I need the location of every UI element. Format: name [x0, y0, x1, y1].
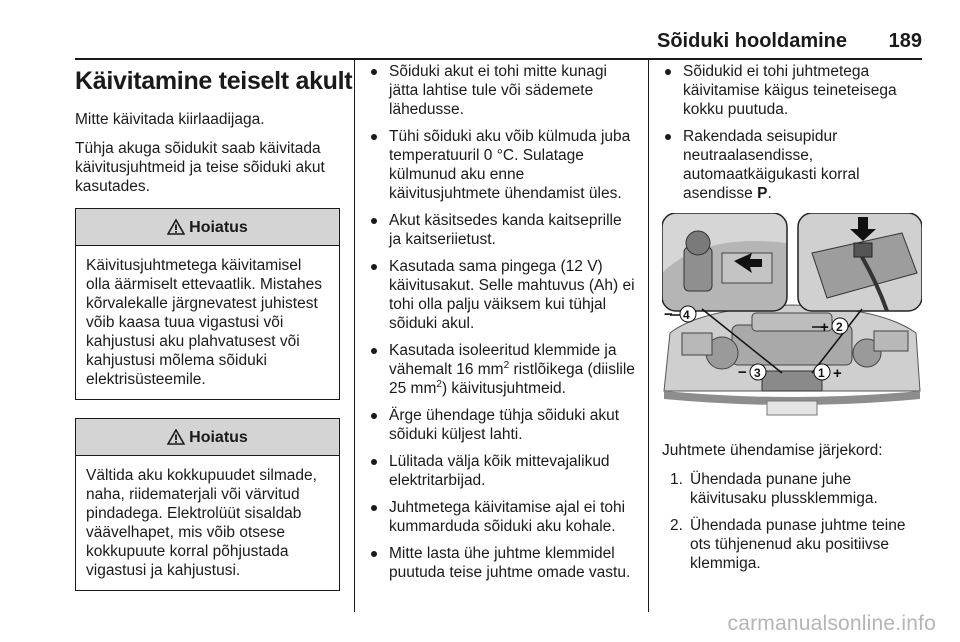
warning-header [76, 209, 339, 246]
callout-label-1: 1 [818, 366, 825, 380]
warning-title: Hoiatus [189, 218, 248, 236]
text-run: . [767, 185, 772, 202]
bullet-item: Akut käsitsedes kanda kaitseprille ja kaitseriietust. [368, 211, 636, 249]
warning-triangle-icon [167, 219, 185, 235]
page-header [75, 26, 922, 60]
bullet-item: Tühi sõiduki aku võib külmuda juba temperatuuril 0 °C. Sulatage külmunud aku enne käivitusjuhtmete ühendamist üles. [368, 127, 636, 203]
callout-plus: + [820, 319, 829, 336]
warning-header [76, 419, 339, 456]
text-run: Rakendada seisupidur neutraalasendisse, automaatkäigukasti korral asendisse [683, 128, 860, 202]
bullet-item: Sõidukid ei tohi juhtmetega käivitamise käigus teineteisega kokku puutuda. [662, 62, 927, 119]
paragraph: Tühja akuga sõidukit saab käivitada käivitusjuhtmeid ja teise sõiduki akut kasutades. [75, 140, 325, 195]
steps-list [662, 470, 927, 573]
step-text: Ühendada punase juhtme teine ots tühjenenud aku positiivse klemmiga. [690, 517, 906, 572]
engine-bay-illustration [662, 213, 922, 423]
callout-minus: − [738, 364, 747, 381]
step-text: Ühendada punane juhe käivitusaku plussklemmiga. [690, 471, 878, 507]
engine-bay [664, 305, 920, 415]
watermark: carmanualsonline.info [727, 612, 936, 635]
warning-title: Hoiatus [189, 428, 248, 446]
inset-left [662, 213, 787, 311]
order-title: Juhtmete ühendamise järjekord: [662, 442, 883, 459]
section-title: Sõiduki hooldamine [656, 30, 847, 52]
callout-minus: − [664, 306, 673, 323]
column-2 [368, 62, 636, 590]
text-run: Kasutada isoleeritud klemmide ja vähemalt 16 mm [389, 342, 617, 378]
step-item [670, 470, 927, 508]
callout-label-4: 4 [683, 308, 690, 322]
page-number: 189 [888, 30, 922, 52]
superscript: 2 [503, 359, 510, 371]
warning-triangle-icon [167, 429, 185, 445]
jump-start-illustration [662, 213, 922, 423]
superscript: 2 [436, 378, 442, 390]
column-divider [648, 60, 649, 612]
callout-plus: + [833, 365, 842, 382]
callout-label-3: 3 [754, 366, 761, 380]
paragraph: Mitte käivitada kiirlaadijaga. [75, 111, 265, 128]
gear-position: P [757, 185, 768, 202]
column-divider [354, 60, 355, 612]
text-run: ) käivitusjuhtmeid. [441, 380, 566, 397]
step-number: 2. [670, 517, 683, 534]
bullet-item: Sõiduki akut ei tohi mitte kunagi jätta lahtise tule või sädemete lähedusse. [368, 62, 636, 119]
column-3 [662, 62, 927, 581]
text-run: ristlõikega (diislile 25 mm [389, 361, 635, 397]
bullet-item: Ärge ühendage tühja sõiduki akut sõiduki küljest lahti. [368, 406, 636, 444]
warning-box [75, 418, 340, 591]
bullet-item: Kasutada sama pingega (12 V) käivitusakut. Selle mahtuvus (Ah) ei tohi olla palju väiksem kui tühjal sõiduki akul. [368, 257, 636, 333]
warning-text: Käivitusjuhtmetega käivitamisel olla äärmiselt ettevaatlik. Mistahes kõrvalekalle järgnevatest juhistest võib kaasa tuua vigastusi või kahjustusi aku plahvatusest või kahjustusi mõlema sõiduki elektrisüsteemile. [86, 257, 323, 388]
step-number: 1. [670, 471, 683, 488]
page-heading: Käivitamine teiselt akult [75, 67, 353, 95]
bullet-item: Juhtmetega käivitamise ajal ei tohi kummarduda sõiduki aku kohale. [368, 498, 636, 536]
warning-box [75, 208, 340, 400]
bullet-item [662, 127, 927, 203]
column-1 [75, 62, 353, 591]
bullet-item: Mitte lasta ühe juhtme klemmidel puutuda teise juhtme omade vastu. [368, 544, 636, 582]
bullet-item [368, 341, 636, 398]
inset-right [798, 213, 922, 311]
bullet-item: Lülitada välja kõik mittevajalikud elektritarbijad. [368, 452, 636, 490]
warning-text: Vältida aku kokkupuudet silmade, naha, riidematerjali või värvitud pindadega. Elektrolüüt sisaldab väävelhapet, mis võib otsese kokkupuute korral põhjustada vigastusi ja kahjustusi. [86, 467, 317, 579]
step-item [670, 516, 927, 573]
callout-label-2: 2 [836, 320, 843, 334]
